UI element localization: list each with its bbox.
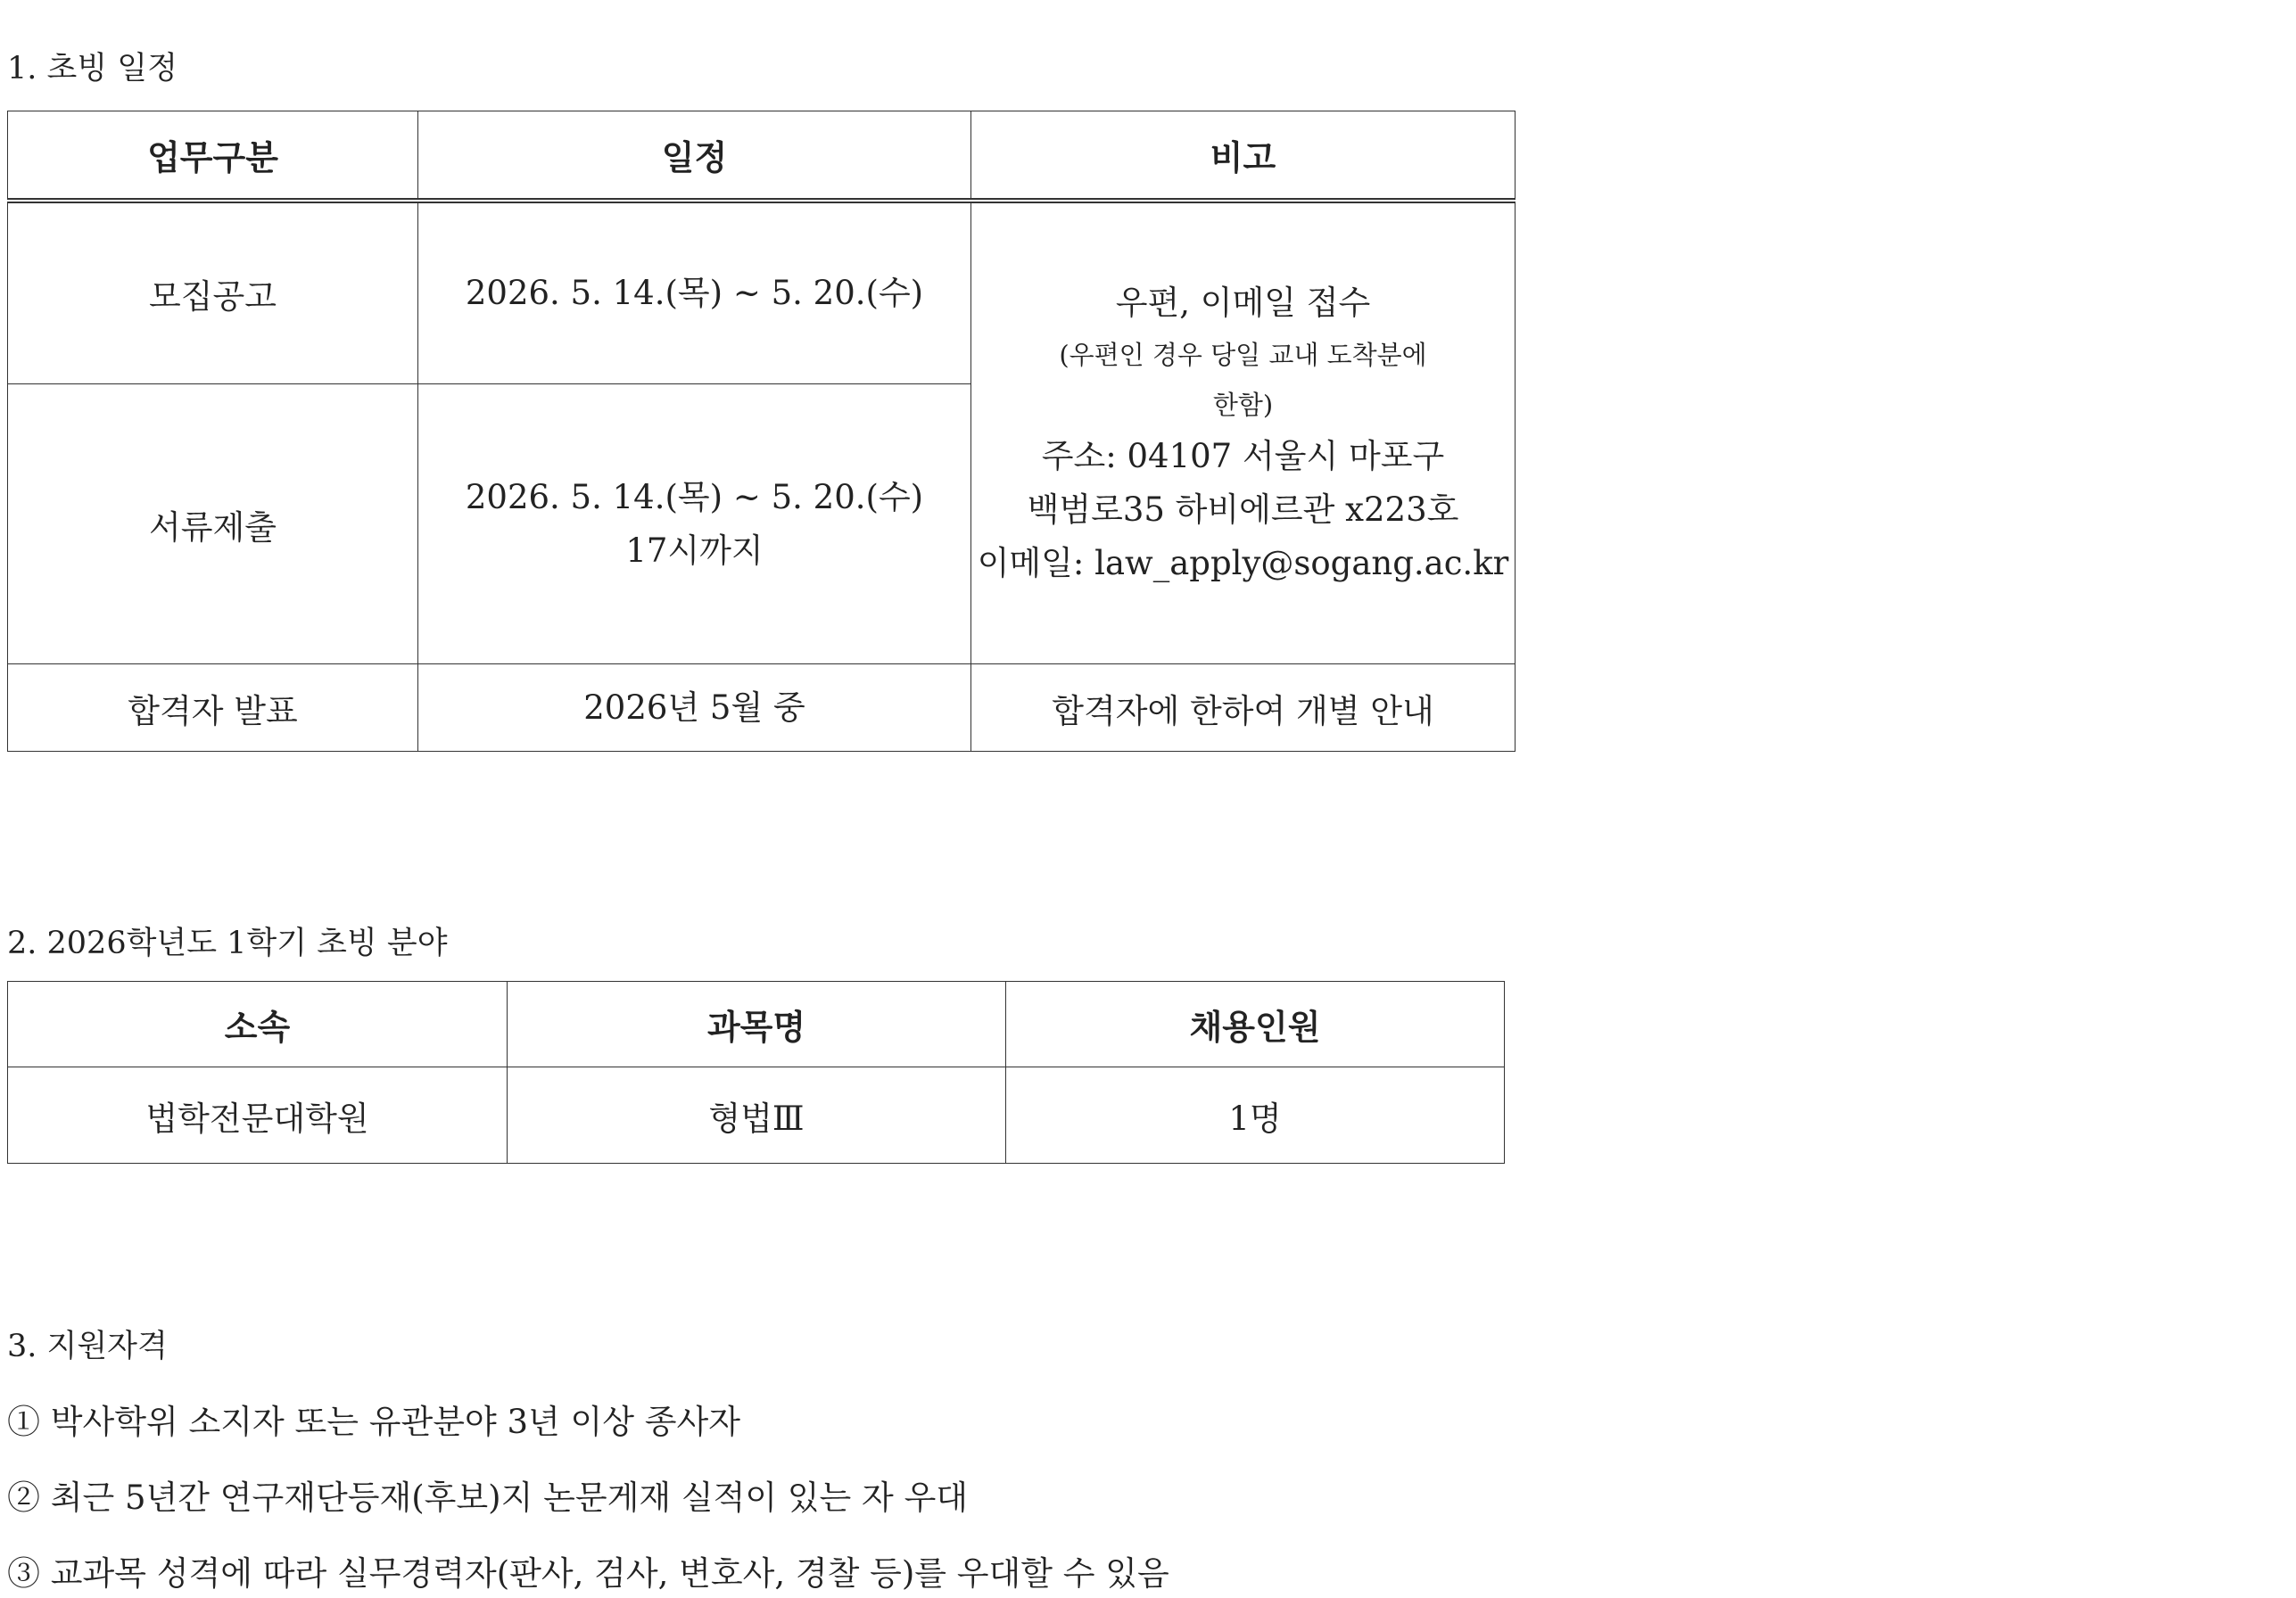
section3-heading: 3. 지원자격 <box>7 1329 168 1364</box>
schedule-text: 2026. 5. 14.(목) ~ 5. 20.(수) <box>465 477 924 516</box>
task-cell: 서류제출 <box>8 384 418 664</box>
schedule-cell <box>418 201 971 384</box>
schedule-text: 17시까지 <box>625 531 764 570</box>
header-task: 업무구분 <box>8 111 418 201</box>
note-line: (우편인 경우 당일 교내 도착분에 <box>1059 339 1427 370</box>
schedule-table <box>7 111 1516 752</box>
table-row <box>8 201 1516 384</box>
task-cell: 모집공고 <box>8 201 418 384</box>
header-note: 비고 <box>971 111 1516 201</box>
qualification-item: ③ 교과목 성격에 따라 실무경력자(판사, 검사, 변호사, 경찰 등)를 우대할 수 있음 <box>7 1554 1169 1593</box>
note-line: 우편, 이메일 접수 <box>1115 283 1371 322</box>
table-row <box>8 1067 1505 1164</box>
task-cell: 합격자 발표 <box>8 664 418 752</box>
qualification-item: ② 최근 5년간 연구재단등재(후보)지 논문게재 실적이 있는 자 우대 <box>7 1479 969 1517</box>
table-row <box>8 664 1516 752</box>
section1-heading: 1. 초빙 일정 <box>7 51 178 86</box>
schedule-cell <box>418 664 971 752</box>
note-line: 한함) <box>1212 389 1274 420</box>
note-cell-merged <box>971 201 1516 664</box>
schedule-text: 2026년 5월 중 <box>583 688 805 727</box>
subject-cell: 형법Ⅲ <box>508 1067 1006 1164</box>
header-schedule: 일정 <box>418 111 971 201</box>
header-count: 채용인원 <box>1006 982 1505 1067</box>
qualification-item: ① 박사학위 소지자 또는 유관분야 3년 이상 종사자 <box>7 1403 740 1441</box>
schedule-cell <box>418 384 971 664</box>
note-line: 주소: 04107 서울시 마포구 <box>1041 436 1445 475</box>
section2-heading: 2. 2026학년도 1학기 초빙 분야 <box>7 926 448 961</box>
note-cell: 합격자에 한하여 개별 안내 <box>971 664 1516 752</box>
count-cell: 1명 <box>1006 1067 1505 1164</box>
schedule-text: 2026. 5. 14.(목) ~ 5. 20.(수) <box>465 273 924 312</box>
note-line: 백범로35 하비에르관 x223호 <box>1027 490 1459 529</box>
header-subject: 과목명 <box>508 982 1006 1067</box>
fields-table <box>7 981 1505 1164</box>
dept-cell: 법학전문대학원 <box>8 1067 508 1164</box>
note-line: 이메일: law_apply@sogang.ac.kr <box>977 543 1509 582</box>
header-dept: 소속 <box>8 982 508 1067</box>
